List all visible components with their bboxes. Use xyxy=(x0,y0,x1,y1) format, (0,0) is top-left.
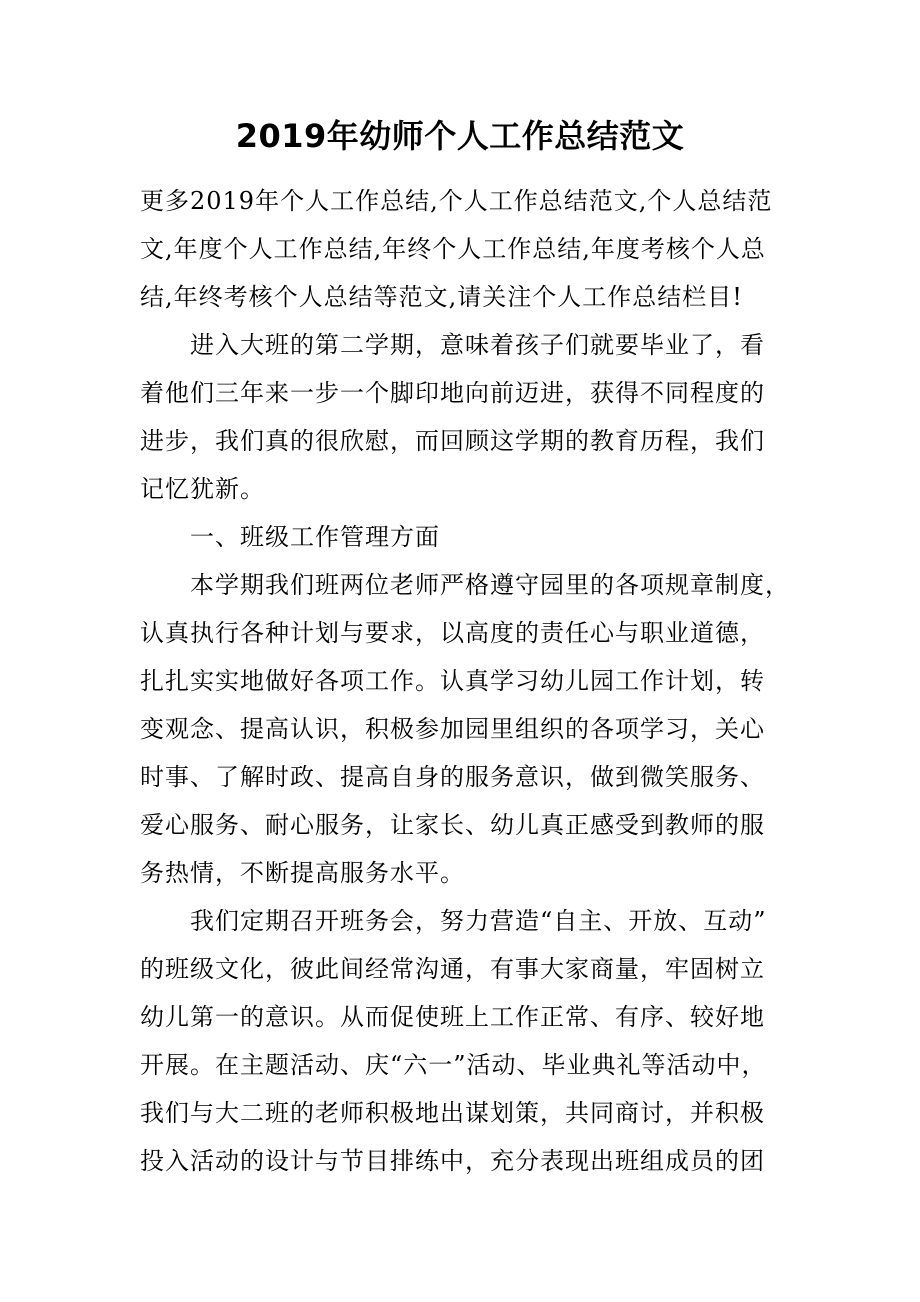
intro-line-1: 更多2019年个人工作总结,个人工作总结范文,个人总结范 xyxy=(140,187,773,215)
paragraph-3-line-4: 开展。在主题活动、庆“六一”活动、毕业典礼等活动中， xyxy=(140,1051,767,1079)
paragraph-2-line-4: 变观念、提高认识，积极参加园里组织的各项学习，关心 xyxy=(140,715,765,743)
paragraph-2-line-2: 认真执行各种计划与要求，以高度的责任心与职业道德， xyxy=(140,619,765,647)
paragraph-2-line-5: 时事、了解时政、提高自身的服务意识，做到微笑服务、 xyxy=(140,763,765,791)
paragraph-1 xyxy=(140,321,770,513)
section-1-heading-block xyxy=(140,513,770,561)
paragraph-3-line-1: 我们定期召开班务会，努力营造“自主、开放、互动” xyxy=(190,907,767,935)
paragraph-3 xyxy=(140,897,770,1185)
paragraph-2-line-1: 本学期我们班两位老师严格遵守园里的各项规章制度， xyxy=(190,571,790,599)
paragraph-1-line-1: 进入大班的第二学期，意味着孩子们就要毕业了，看 xyxy=(190,331,765,359)
paragraph-1-line-4: 记忆犹新。 xyxy=(140,475,265,503)
intro-line-2: 文,年度个人工作总结,年终个人工作总结,年度考核个人总 xyxy=(140,235,766,263)
paragraph-3-line-5: 我们与大二班的老师积极地出谋划策，共同商讨，并积极 xyxy=(140,1099,765,1127)
paragraph-1-line-3: 进步，我们真的很欣慰，而回顾这学期的教育历程，我们 xyxy=(140,427,765,455)
document-title: 2019年幼师个人工作总结范文 xyxy=(235,117,685,155)
paragraph-3-line-3: 幼儿第一的意识。从而促使班上工作正常、有序、较好地 xyxy=(140,1003,765,1031)
section-1-heading: 一、班级工作管理方面 xyxy=(190,523,440,551)
paragraph-3-line-2: 的班级文化，彼此间经常沟通，有事大家商量，牢固树立 xyxy=(140,955,765,983)
paragraph-3-line-6: 投入活动的设计与节目排练中，充分表现出班组成员的团 xyxy=(140,1147,765,1175)
paragraph-2-line-6: 爱心服务、耐心服务，让家长、幼儿真正感受到教师的服 xyxy=(140,811,765,839)
paragraph-2 xyxy=(140,561,790,897)
paragraph-1-line-2: 着他们三年来一步一个脚印地向前迈进，获得不同程度的 xyxy=(140,379,765,407)
intro-paragraph xyxy=(140,177,773,321)
intro-line-3: 结,年终考核个人总结等范文,请关注个人工作总结栏目! xyxy=(140,283,743,311)
paragraph-2-line-7: 务热情，不断提高服务水平。 xyxy=(140,859,465,887)
paragraph-2-line-3: 扎扎实实地做好各项工作。认真学习幼儿园工作计划，转 xyxy=(140,667,765,695)
